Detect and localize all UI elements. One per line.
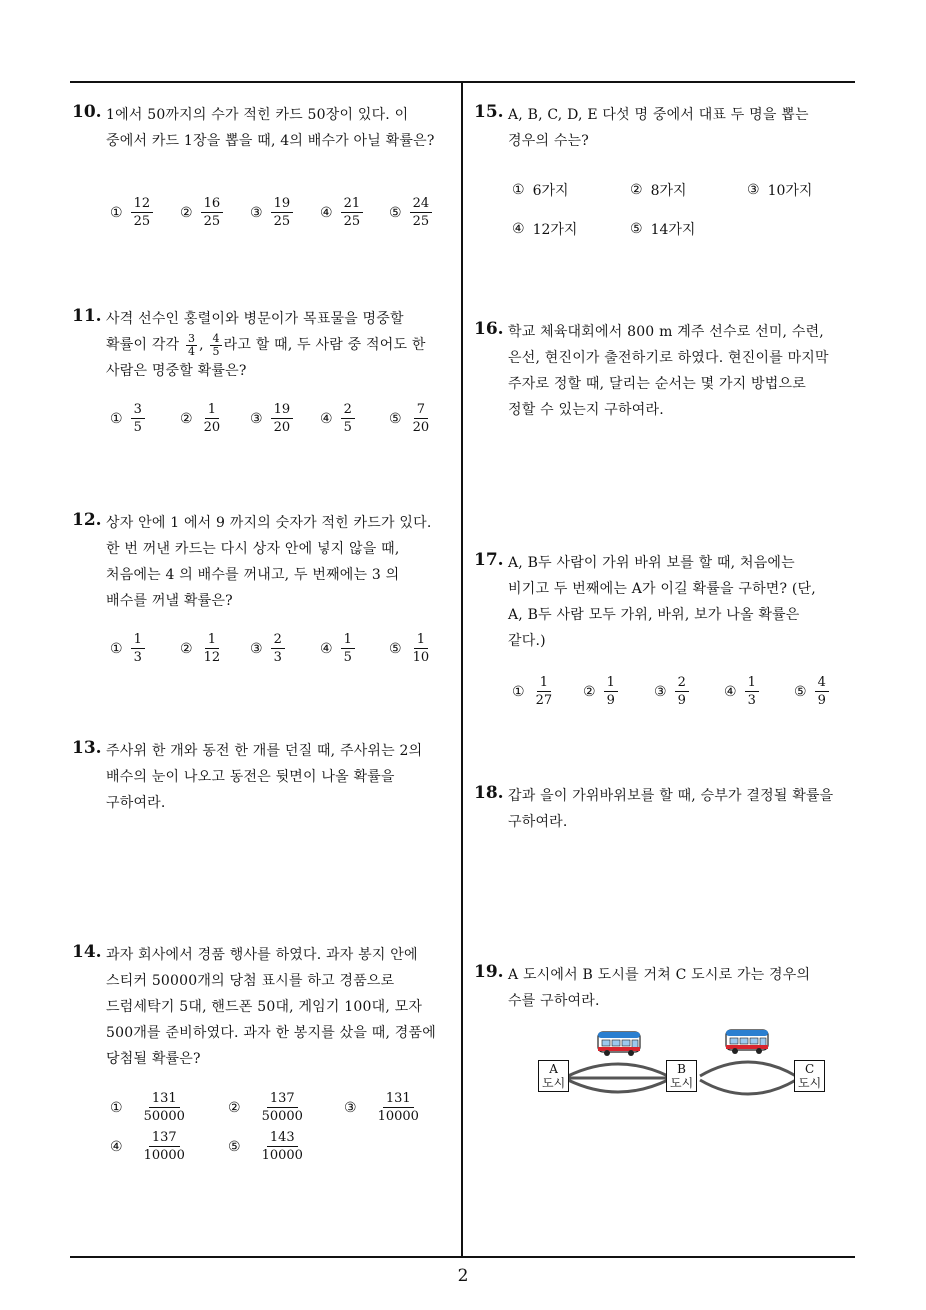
road-a-b-3: [568, 1080, 668, 1092]
q11-option-3[interactable]: ③ $\frac{19}{20}$: [250, 402, 293, 435]
question-text: 학교 체육대회에서 800 m 계주 선수로 선미, 수련, 은선, 현진이가 출전하기로 하였다. 현진이를 마지막 주자로 정할 때, 달리는 순서는 몇 가지 방법으로 정할 수 있는지 구하여라.: [508, 324, 829, 418]
q14-option-3[interactable]: ③ $\frac{131}{10000}$: [344, 1091, 422, 1124]
question-15: [474, 102, 859, 154]
q12-option-1[interactable]: ① $\frac{1}{3}$: [110, 632, 145, 665]
q10-option-5[interactable]: ⑤ $\frac{24}{25}$: [389, 196, 432, 229]
question-number: 13.: [72, 738, 102, 758]
q17-option-5[interactable]: ⑤ $\frac{4}{9}$: [794, 675, 829, 708]
question-number: 16.: [474, 319, 504, 339]
q14-option-5[interactable]: ⑤ $\frac{143}{10000}$: [228, 1130, 306, 1163]
q17-option-4[interactable]: ④ $\frac{1}{3}$: [724, 675, 759, 708]
question-12: [72, 510, 457, 614]
fraction: $\frac{3}{4}$: [187, 331, 196, 358]
question-number: 17.: [474, 550, 504, 570]
fraction: $\frac{21}{25}$: [341, 196, 364, 229]
fraction: $\frac{2}{9}$: [675, 675, 689, 708]
question-number: 15.: [474, 102, 504, 122]
q11-option-4[interactable]: ④ $\frac{2}{5}$: [320, 402, 355, 435]
question-11: [72, 306, 457, 384]
question-14: [72, 942, 457, 1072]
q14-option-4[interactable]: ④ $\frac{137}{10000}$: [110, 1130, 188, 1163]
question-text: 주사위 한 개와 동전 한 개를 던질 때, 주사위는 2의 배수의 눈이 나오고 동전은 뒷면이 나올 확률을 구하여라.: [106, 743, 423, 811]
q11-option-1[interactable]: ① $\frac{3}{5}$: [110, 402, 145, 435]
fraction: $\frac{137}{10000}$: [143, 1130, 185, 1163]
fraction: $\frac{7}{20}$: [412, 402, 430, 435]
question-number: 14.: [72, 942, 102, 962]
question-19: [474, 962, 859, 1014]
fraction: $\frac{1}{12}$: [203, 632, 221, 665]
question-number: 11.: [72, 306, 102, 326]
fraction: $\frac{16}{25}$: [201, 196, 224, 229]
page-number: 2: [457, 1266, 469, 1286]
fraction: $\frac{24}{25}$: [410, 196, 433, 229]
question-text: 사격 선수인 홍렬이와 병문이가 목표물을 명중할 확률이 각각 $\frac{3}{4}$ , $\frac{4}{5}$ 라고 할 때, 두 사람 중 적어도 한 사람은 명중할 확률은?: [106, 311, 426, 379]
q10-option-3[interactable]: ③ $\frac{19}{25}$: [250, 196, 293, 229]
fraction: $\frac{2}{5}$: [341, 402, 355, 435]
fraction: $\frac{3}{5}$: [131, 402, 145, 435]
question-text: A, B두 사람이 가위 바위 보를 할 때, 처음에는 비기고 두 번째에는 A가 이길 확률을 구하면? (단, A, B두 사람 모두 가위, 바위, 보가 나올 확률은 같다.): [508, 555, 816, 649]
q10-option-1[interactable]: ① $\frac{12}{25}$: [110, 196, 153, 229]
q15-option-1[interactable]: ① 6가지: [512, 182, 569, 199]
road-a-b-1: [568, 1064, 668, 1076]
q11-option-5[interactable]: ⑤ $\frac{7}{20}$: [389, 402, 432, 435]
question-number: 19.: [474, 962, 504, 982]
q17-option-1[interactable]: ① $\frac{1}{27}$: [512, 675, 555, 708]
fraction: $\frac{131}{50000}$: [143, 1091, 185, 1124]
city-c-box: C 도시: [794, 1060, 825, 1092]
question-number: 18.: [474, 783, 504, 803]
city-b-box: B 도시: [666, 1060, 697, 1092]
fraction: $\frac{1}{3}$: [745, 675, 759, 708]
question-13: [72, 738, 457, 816]
column-divider: [461, 81, 463, 1258]
q12-option-3[interactable]: ③ $\frac{2}{3}$: [250, 632, 285, 665]
fraction: $\frac{1}{9}$: [604, 675, 618, 708]
fraction: $\frac{131}{10000}$: [377, 1091, 419, 1124]
fraction: $\frac{1}{27}$: [535, 675, 553, 708]
q17-option-3[interactable]: ③ $\frac{2}{9}$: [654, 675, 689, 708]
question-10: [72, 102, 457, 154]
road-diagram: [532, 1022, 832, 1102]
fraction: $\frac{19}{20}$: [271, 402, 294, 435]
question-18: [474, 783, 864, 835]
road-b-c-2: [700, 1080, 796, 1094]
q11-option-2[interactable]: ② $\frac{1}{20}$: [180, 402, 223, 435]
fraction: $\frac{143}{10000}$: [261, 1130, 303, 1163]
bus-icon: [598, 1032, 640, 1056]
question-16: [474, 319, 859, 423]
question-text: 갑과 을이 가위바위보를 할 때, 승부가 결정될 확률을 구하여라.: [508, 788, 834, 830]
q15-option-4[interactable]: ④ 12가지: [512, 221, 578, 238]
q14-option-2[interactable]: ② $\frac{137}{50000}$: [228, 1091, 306, 1124]
question-text: 상자 안에 1 에서 9 까지의 숫자가 적힌 카드가 있다. 한 번 꺼낸 카드는 다시 상자 안에 넣지 않을 때, 처음에는 4 의 배수를 꺼내고, 두 번째에는 3 의 배수를 꺼낼 확률은?: [106, 515, 432, 609]
q14-option-1[interactable]: ① $\frac{131}{50000}$: [110, 1091, 188, 1124]
fraction: $\frac{19}{25}$: [271, 196, 294, 229]
question-17: [474, 550, 859, 654]
question-number: 12.: [72, 510, 102, 530]
q10-option-2[interactable]: ② $\frac{16}{25}$: [180, 196, 223, 229]
q15-option-2[interactable]: ② 8가지: [630, 182, 687, 199]
q12-option-4[interactable]: ④ $\frac{1}{5}$: [320, 632, 355, 665]
fraction: $\frac{1}{10}$: [412, 632, 430, 665]
q12-option-2[interactable]: ② $\frac{1}{12}$: [180, 632, 223, 665]
q17-option-2[interactable]: ② $\frac{1}{9}$: [583, 675, 618, 708]
q15-option-5[interactable]: ⑤ 14가지: [630, 221, 696, 238]
q10-option-4[interactable]: ④ $\frac{21}{25}$: [320, 196, 363, 229]
question-text: A 도시에서 B 도시를 거쳐 C 도시로 가는 경우의 수를 구하여라.: [508, 967, 811, 1009]
fraction: $\frac{1}{3}$: [131, 632, 145, 665]
fraction: $\frac{1}{5}$: [341, 632, 355, 665]
question-text: 1에서 50까지의 수가 적힌 카드 50장이 있다. 이 중에서 카드 1장을 뽑을 때, 4의 배수가 아닐 확률은?: [106, 107, 435, 149]
city-a-box: A 도시: [538, 1060, 569, 1092]
question-text: A, B, C, D, E 다섯 명 중에서 대표 두 명을 뽑는 경우의 수는?: [508, 107, 809, 149]
fraction: $\frac{12}{25}$: [131, 196, 154, 229]
fraction: $\frac{4}{9}$: [815, 675, 829, 708]
question-text: 과자 회사에서 경품 행사를 하였다. 과자 봉지 안에 스티커 50000개의 당첨 표시를 하고 경품으로 드럼세탁기 5대, 핸드폰 50대, 게임기 100대, 모자 500개를 준비하였다. 과자 한 봉지를 샀을 때, 경품에 당첨될 확률은?: [106, 947, 436, 1067]
q15-option-3[interactable]: ③ 10가지: [747, 182, 813, 199]
fraction: $\frac{1}{20}$: [203, 402, 221, 435]
road-b-c-1: [700, 1062, 796, 1076]
q12-option-5[interactable]: ⑤ $\frac{1}{10}$: [389, 632, 432, 665]
fraction: $\frac{2}{3}$: [271, 632, 285, 665]
fraction: $\frac{4}{5}$: [212, 331, 220, 358]
fraction: $\frac{137}{50000}$: [261, 1091, 303, 1124]
bus-icon: [726, 1030, 768, 1054]
bottom-rule: [70, 1256, 855, 1258]
question-number: 10.: [72, 102, 102, 122]
